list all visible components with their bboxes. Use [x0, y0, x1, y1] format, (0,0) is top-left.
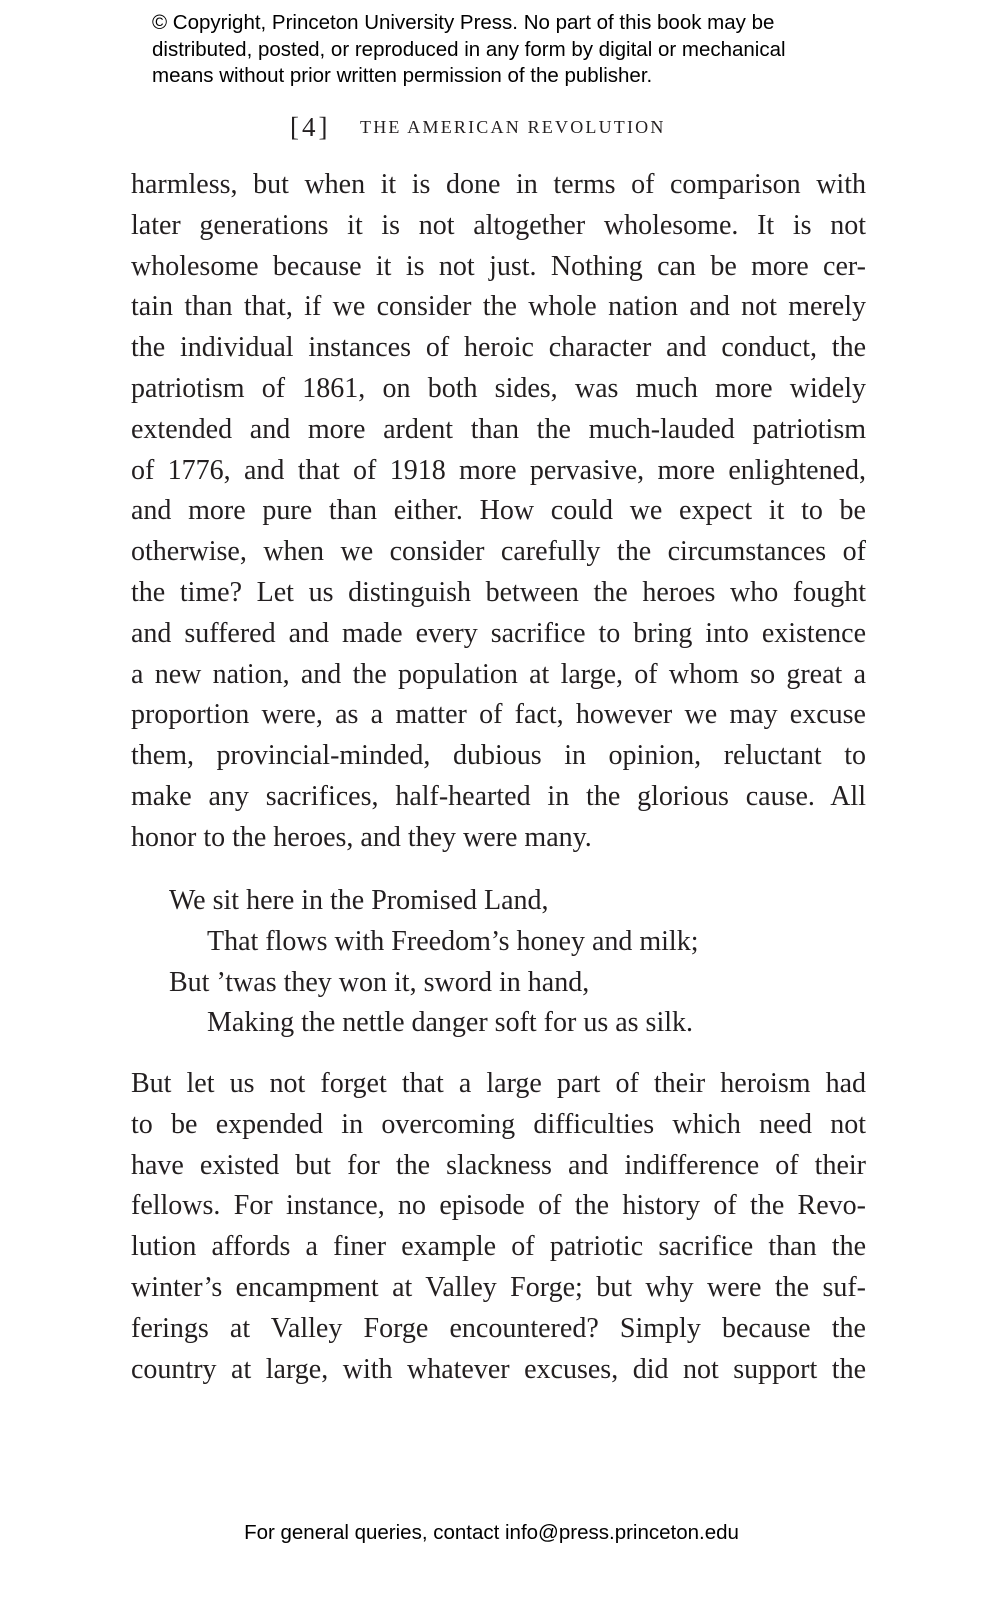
verse-line: But ’twas they won it, sword in hand, — [169, 966, 590, 998]
text-line: them, provincial-minded, dubious in opinion, reluctant to — [131, 740, 866, 772]
text-line: make any sacrifices, half-hearted in the glorious cause. All — [131, 780, 866, 812]
text-line: patriotism of 1861, on both sides, was much more widely — [131, 372, 866, 404]
text-line: have existed but for the slackness and indifference of their — [131, 1149, 866, 1181]
verse-line: That flows with Freedom’s honey and milk; — [207, 925, 699, 957]
text-line: later generations it is not altogether wholesome. It is not — [131, 209, 866, 241]
text-line: harmless, but when it is done in terms of comparison with — [131, 169, 866, 200]
text-line: a new nation, and the population at large, of whom so great a — [131, 658, 866, 690]
text-line: wholesome because it is not just. Nothing can be more cer- — [131, 250, 866, 282]
text-line: otherwise, when we consider carefully the circumstances of — [131, 536, 866, 568]
text-line: the time? Let us distinguish between the heroes who fought — [131, 576, 866, 608]
running-title: THE AMERICAN REVOLUTION — [360, 117, 666, 137]
text-line: and suffered and made every sacrifice to bring into existence — [131, 617, 866, 649]
text-line: of 1776, and that of 1918 more pervasive, more enlightened, — [131, 454, 866, 486]
text-line: winter’s encampment at Valley Forge; but why were the suf- — [131, 1271, 866, 1303]
page-number: [4] — [290, 112, 331, 142]
text-line: and more pure than either. How could we expect it to be — [131, 495, 866, 527]
text-line: lution affords a finer example of patriotic sacrifice than the — [131, 1231, 866, 1263]
verse-line: Making the nettle danger soft for us as silk. — [207, 1007, 694, 1039]
text-line: honor to the heroes, and they were many. — [131, 821, 592, 853]
text-line: proportion were, as a matter of fact, however we may excuse — [131, 699, 866, 731]
text-line: fellows. For instance, no episode of the history of the Revo- — [131, 1190, 866, 1222]
running-head — [290, 112, 666, 143]
copyright-line: means without prior written permission of the publisher. — [152, 64, 653, 87]
text-line: to be expended in overcoming difficulties which need not — [131, 1108, 866, 1140]
copyright-line: distributed, posted, or reproduced in any form by digital or mechanical — [152, 37, 786, 61]
text-line: the individual instances of heroic character and conduct, the — [131, 332, 866, 364]
verse-line: We sit here in the Promised Land, — [169, 885, 549, 916]
text-line: tain than that, if we consider the whole nation and not merely — [131, 291, 866, 323]
copyright-notice — [152, 10, 872, 90]
text-line: ferings at Valley Forge encountered? Simply because the — [131, 1312, 866, 1344]
contact-footer: For general queries, contact info@press.princeton.edu — [244, 1521, 739, 1544]
text-line: country at large, with whatever excuses, did not support the — [131, 1353, 866, 1385]
verse-quotation — [169, 881, 699, 1044]
copyright-line: © Copyright, Princeton University Press. No part of this book may be — [152, 11, 775, 34]
paragraph-2 — [131, 1064, 866, 1390]
text-line: extended and more ardent than the much-lauded patriotism — [131, 413, 866, 445]
text-line: But let us not forget that a large part of their heroism had — [131, 1068, 866, 1099]
paragraph-1 — [131, 165, 866, 859]
